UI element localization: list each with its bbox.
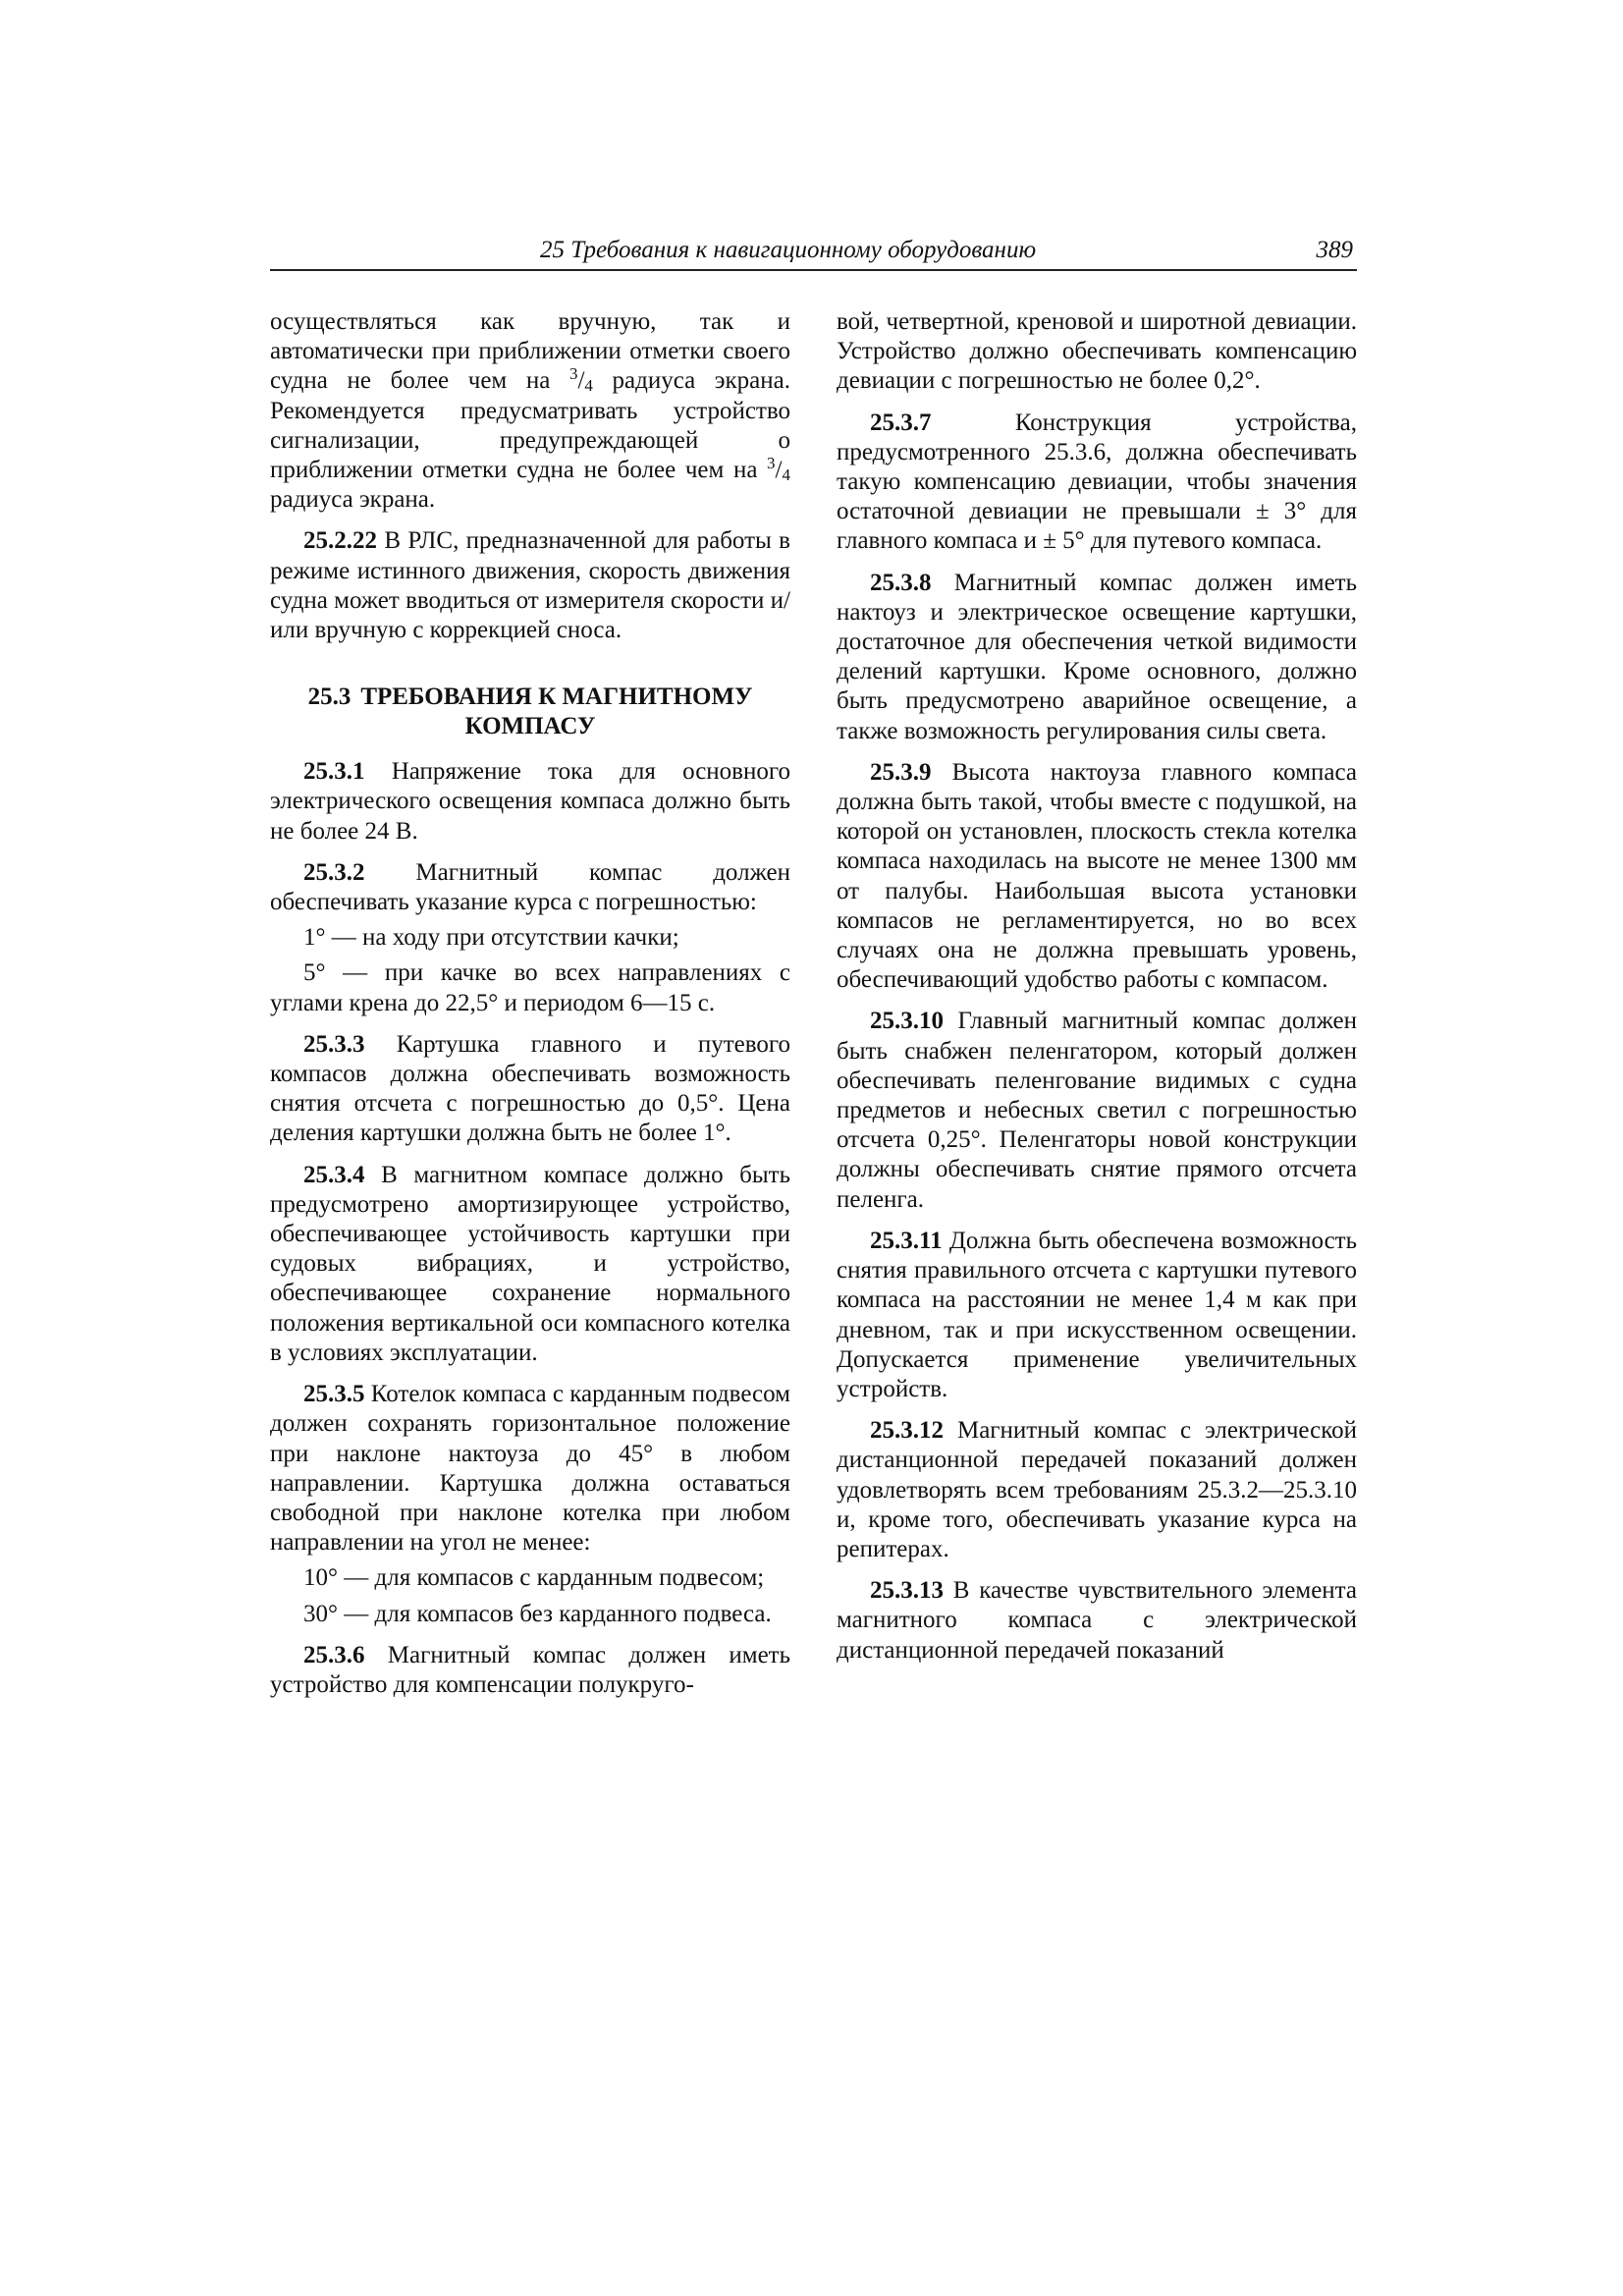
clause-25-3-13 <box>837 1576 1357 1666</box>
fraction-slash: / <box>775 457 783 484</box>
clause-number: 25.2.22 <box>303 527 377 555</box>
paragraph-text: осуществляться как вручную, так и автоматически при приближении отметки своего судна не более чем на <box>270 308 790 395</box>
section-title: ТРЕБОВАНИЯ К МАГНИТНОМУ КОМПАСУ <box>360 683 753 740</box>
left-column <box>270 307 790 1712</box>
clause-text: Главный магнитный компас должен быть снабжен пеленгатором, который должен обеспечивать пеленгование видимых с судна предметов и небесных светил с погрешностью отсчета 0,25°. Пеленгаторы новой конструкции должны обеспечивать снятие прямого отсчета пеленга. <box>837 1008 1357 1213</box>
paragraph-continued <box>270 307 790 515</box>
clause-text: Конструкция устройства, предусмотренного 25.3.6, должна обеспечивать такую компенсацию девиации, чтобы значения остаточной девиации не превышали ± 3° для главного компаса и ± 5° для путевого компаса. <box>837 409 1357 555</box>
clause-25-3-10 <box>837 1007 1357 1214</box>
clause-text: Магнитный компас должен иметь устройство для компенсации полукруго- <box>270 1641 790 1698</box>
clause-number: 25.3.8 <box>870 569 932 596</box>
section-heading <box>270 683 790 741</box>
clause-number: 25.3.6 <box>303 1641 365 1668</box>
fraction-numerator: 3 <box>568 364 578 384</box>
clause-number: 25.3.5 <box>303 1381 365 1408</box>
clause-text: В магнитном компасе должно быть предусмотрено амортизирующее устройство, обеспечивающее устойчивость картушки при судовых вибрациях, и устройство, обеспечивающее сохранение нормального положения вертикальной оси компасного котелка в условиях эксплуатации. <box>270 1161 790 1366</box>
section-number: 25.3 <box>307 683 352 711</box>
right-column <box>837 307 1357 1677</box>
clause-number: 25.3.1 <box>303 758 365 786</box>
list-item: 30° — для компасов без карданного подвеса. <box>303 1600 772 1627</box>
clause-text: В РЛС, предназначенной для работы в режиме истинного движения, скорость движения судна может вводиться от измерителя скорости и/или вручную с коррекцией сноса. <box>270 527 790 644</box>
paragraph-continued: вой, четвертной, креновой и широтной девиации. Устройство должно обеспечивать компенсацию девиации с погрешностью не более 0,2°. <box>837 308 1357 395</box>
clause-25-3-12 <box>837 1416 1357 1564</box>
clause-text: В качестве чувствительного элемента магнитного компаса с электрической дистанционной передачей показаний <box>837 1577 1357 1664</box>
clause-number: 25.3.11 <box>870 1227 943 1254</box>
fraction-denominator: 4 <box>782 465 790 485</box>
clause-25-3-5 <box>270 1380 790 1558</box>
clause-25-3-2 <box>270 858 790 917</box>
paragraph-text: радиуса экрана. Рекомендуется предусматривать устройство сигнализации, предупреждающей о приближении отметки судна не более чем на <box>270 367 790 484</box>
list-item: 1° — на ходу при отсутствии качки; <box>303 924 679 952</box>
fraction <box>767 454 790 485</box>
clause-25-3-3 <box>270 1030 790 1149</box>
clause-number: 25.3.4 <box>303 1161 365 1188</box>
fraction-slash: / <box>577 367 585 395</box>
clause-25-3-8 <box>837 569 1357 746</box>
header-title: 25 Требования к навигационному оборудованию <box>540 237 1037 263</box>
clause-25-2-22 <box>270 526 790 645</box>
clause-text: Магнитный компас с электрической дистанционной передачей показаний должен удовлетворять всем требованиям 25.3.2—25.3.10 и, кроме того, обеспечивать указание курса на репитерах. <box>837 1417 1357 1562</box>
clause-25-3-1 <box>270 757 790 847</box>
clause-number: 25.3.10 <box>870 1008 944 1035</box>
clause-number: 25.3.13 <box>870 1577 944 1605</box>
clause-25-3-7 <box>837 409 1357 557</box>
page-number: 389 <box>1316 237 1353 263</box>
paragraph-text: радиуса экрана. <box>270 486 436 514</box>
clause-number: 25.3.12 <box>870 1417 944 1445</box>
clause-text: Котелок компаса с карданным подвесом должен сохранять горизонтальное положение при наклоне нактоуза до 45° в любом направлении. Картушка должна оставаться свободной при наклоне котелка при любом направлении на угол не менее: <box>270 1381 790 1557</box>
clause-25-3-11 <box>837 1227 1357 1404</box>
clause-number: 25.3.3 <box>303 1030 365 1058</box>
clause-number: 25.3.7 <box>870 409 932 436</box>
clause-text: Магнитный компас должен обеспечивать указание курса с погрешностью: <box>270 858 790 916</box>
list-item: 10° — для компасов с карданным подвесом; <box>303 1564 765 1592</box>
clause-25-3-4 <box>270 1161 790 1368</box>
clause-text: Картушка главного и путевого компасов должна обеспечивать возможность снятия отсчета с погрешностью до 0,5°. Цена деления картушки должна быть не более 1°. <box>270 1030 790 1147</box>
clause-25-3-9 <box>837 758 1357 996</box>
clause-number: 25.3.9 <box>870 758 932 786</box>
clause-text: Напряжение тока для основного электрического освещения компаса должно быть не более 24 В. <box>270 758 790 845</box>
fraction <box>568 364 593 396</box>
clause-text: Высота нактоуза главного компаса должна быть такой, чтобы вместе с подушкой, на которой он установлен, плоскость стекла котелка компаса находилась на высоте не менее 1300 мм от палубы. Наибольшая высота установки компасов не регламентируется, но во всех случаях она не должна превышать уровень, обеспечивающий удобство работы с компасом. <box>837 758 1357 994</box>
clause-text: Должна быть обеспечена возможность снятия правильного отсчета с картушки путевого компаса на расстоянии не менее 1,4 м как при дневном, так и при искусственном освещении. Допускается применение увеличительных устройств. <box>837 1227 1357 1402</box>
clause-25-3-6 <box>270 1641 790 1700</box>
running-header <box>270 236 1357 271</box>
clause-number: 25.3.2 <box>303 858 365 886</box>
fraction-denominator: 4 <box>584 376 593 396</box>
list-item: 5° — при качке во всех направлениях с углами крена до 22,5° и периодом 6—15 с. <box>270 959 790 1016</box>
clause-text: Магнитный компас должен иметь нактоуз и электрическое освещение картушки, достаточное для обеспечения четкой видимости делений картушки. Кроме основного, должно быть предусмотрено аварийное освещение, а также возможность регулирования силы света. <box>837 569 1357 744</box>
fraction-numerator: 3 <box>767 454 776 473</box>
